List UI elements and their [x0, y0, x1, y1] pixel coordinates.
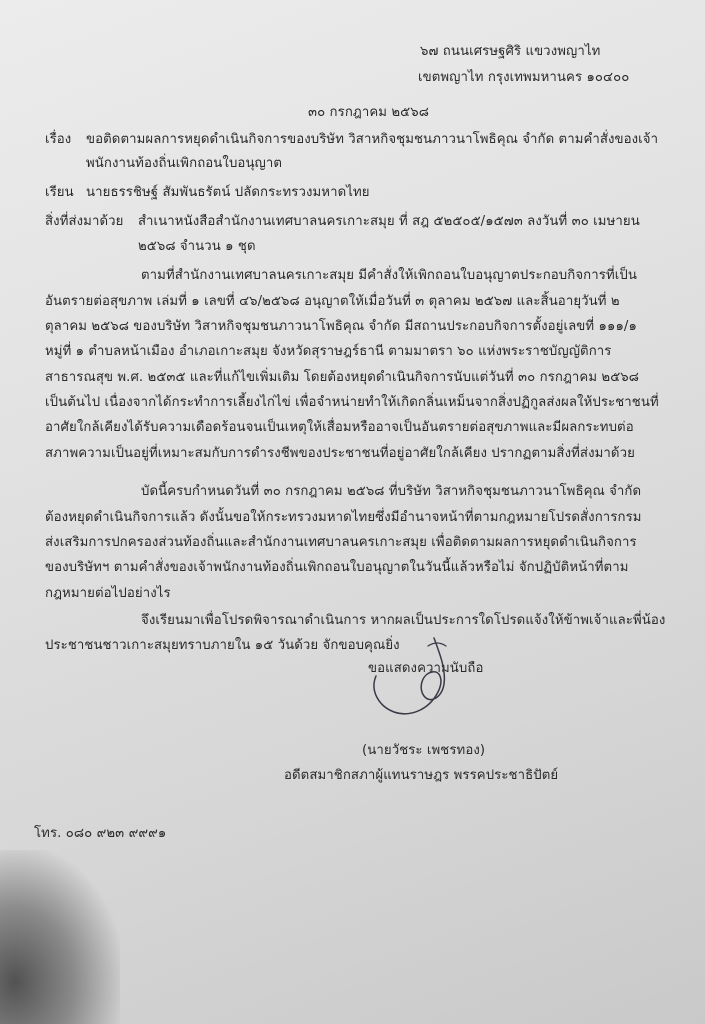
- sender-address-line-2: เขตพญาไท กรุงเทพมหานคร ๑๐๔๐๐: [418, 70, 630, 85]
- paragraph-1-line: อันตรายต่อสุขภาพ เล่มที่ ๑ เลขที่ ๔๖/๒๕๖๘ อนุญาตให้เมื่อวันที่ ๓ ตุลาคม ๒๕๖๗ และสิ้นอายุวันที่ ๒: [45, 294, 620, 309]
- enclosure-line-2: ๒๕๖๘ จำนวน ๑ ชุด: [138, 239, 256, 254]
- paragraph-2-line: บัดนี้ครบกำหนดวันที่ ๓๐ กรกฎาคม ๒๕๖๘ ที่บริษัท วิสาหกิจชุมชนภาวนาโพธิคุณ จำกัด: [141, 484, 642, 499]
- enclosure-label: สิ่งที่ส่งมาด้วย: [45, 214, 124, 229]
- paragraph-1-line: หมู่ที่ ๑ ตำบลหน้าเมือง อำเภอเกาะสมุย จังหวัดสุราษฎร์ธานี ตามมาตรา ๖๐ แห่งพระราชบัญญัติการ: [45, 344, 612, 359]
- paragraph-1-line: เป็นต้นไป เนื่องจากได้กระทำการเลี้ยงไก่ไข่ เพื่อจำหน่ายทำให้เกิดกลิ่นเหม็นจากสิ่งปฏิกูลส่งผลให้ประชาชนที่: [45, 395, 659, 410]
- closing-text: ขอแสดงความนับถือ: [368, 661, 484, 676]
- subject-label: เรื่อง: [45, 132, 72, 147]
- paragraph-2-line: ต้องหยุดดำเนินกิจการแล้ว ดังนั้นขอให้กระทรวงมหาดไทยซึ่งมีอำนาจหน้าที่ตามกฎหมายโปรดสั่งการกรม: [45, 510, 642, 525]
- paragraph-1-line: ตามที่สำนักงานเทศบาลนครเกาะสมุย มีคำสั่งให้เพิกถอนใบอนุญาตประกอบกิจการที่เป็น: [141, 268, 637, 283]
- sender-address-line-1: ๖๗ ถนนเศรษฐศิริ แขวงพญาไท: [420, 44, 601, 59]
- subject-line-2: พนักงานท้องถิ่นเพิกถอนใบอนุญาต: [86, 156, 283, 171]
- subject-line-1: ขอติดตามผลการหยุดดำเนินกิจการของบริษัท วิสาหกิจชุมชนภาวนาโพธิคุณ จำกัด ตามคำสั่งของเจ้า: [86, 132, 659, 147]
- paragraph-1-line: ตุลาคม ๒๕๖๘ ของบริษัท วิสาหกิจชุมชนภาวนาโพธิคุณ จำกัด มีสถานประกอบกิจการตั้งอยู่เลขที่ ๑๑๑/๑: [45, 319, 637, 334]
- photo-shadow: [0, 850, 120, 1024]
- paragraph-3-line: จึงเรียนมาเพื่อโปรดพิจารณาดำเนินการ หากผลเป็นประการใดโปรดแจ้งให้ข้าพเจ้าและพี่น้อง: [141, 613, 666, 628]
- recipient-text: นายธรรชิษฐ์ สัมพันธรัตน์ ปลัดกระทรวงมหาดไทย: [86, 185, 370, 200]
- paragraph-1-line: อาศัยใกล้เคียงได้รับความเดือดร้อนจนเป็นเหตุให้เสื่อมหรืออาจเป็นอันตรายต่อสุขภาพและมีผลกระทบต่อ: [45, 420, 634, 435]
- signer-name: (นายวัชระ เพชรทอง): [362, 743, 486, 758]
- letter-date: ๓๐ กรกฎาคม ๒๕๖๘: [308, 105, 429, 120]
- paragraph-3-line: ประชาชนชาวเกาะสมุยทราบภายใน ๑๕ วันด้วย จักขอบคุณยิ่ง: [45, 638, 400, 653]
- paragraph-2-line: ส่งเสริมการปกครองส่วนท้องถิ่นและสำนักงานเทศบาลนครเกาะสมุย เพื่อติดตามผลการหยุดดำเนินกิจการ: [45, 535, 637, 550]
- paragraph-1-line: สภาพความเป็นอยู่ที่เหมาะสมกับการดำรงชีพของประชาชนที่อยู่อาศัยใกล้เคียง ปรากฏตามสิ่งที่ส่งมาด้วย: [45, 446, 635, 461]
- signer-title: อดีตสมาชิกสภาผู้แทนราษฎร พรรคประชาธิปัตย์: [284, 768, 559, 783]
- recipient-label: เรียน: [45, 185, 74, 200]
- paragraph-2-line: กฎหมายต่อไปอย่างไร: [45, 586, 171, 601]
- phone-number: โทร. ๐๘๐ ๙๒๓ ๙๙๙๑: [34, 826, 167, 841]
- paragraph-2-line: ของบริษัทฯ ตามคำสั่งของเจ้าพนักงานท้องถิ่นเพิกถอนใบอนุญาตในวันนี้แล้วหรือไม่ จักปฏิบัติหน้าที่ตาม: [45, 560, 629, 575]
- handwritten-signature: [368, 628, 458, 728]
- paragraph-1-line: สาธารณสุข พ.ศ. ๒๕๓๕ และที่แก้ไขเพิ่มเติม โดยต้องหยุดดำเนินกิจการนับแต่วันที่ ๓๐ กรกฎาคม ๒๕๖๘: [45, 370, 640, 385]
- enclosure-line-1: สำเนาหนังสือสำนักงานเทศบาลนครเกาะสมุย ที่ สฎ ๕๒๕๐๕/๑๕๗๓ ลงวันที่ ๓๐ เมษายน: [138, 214, 640, 229]
